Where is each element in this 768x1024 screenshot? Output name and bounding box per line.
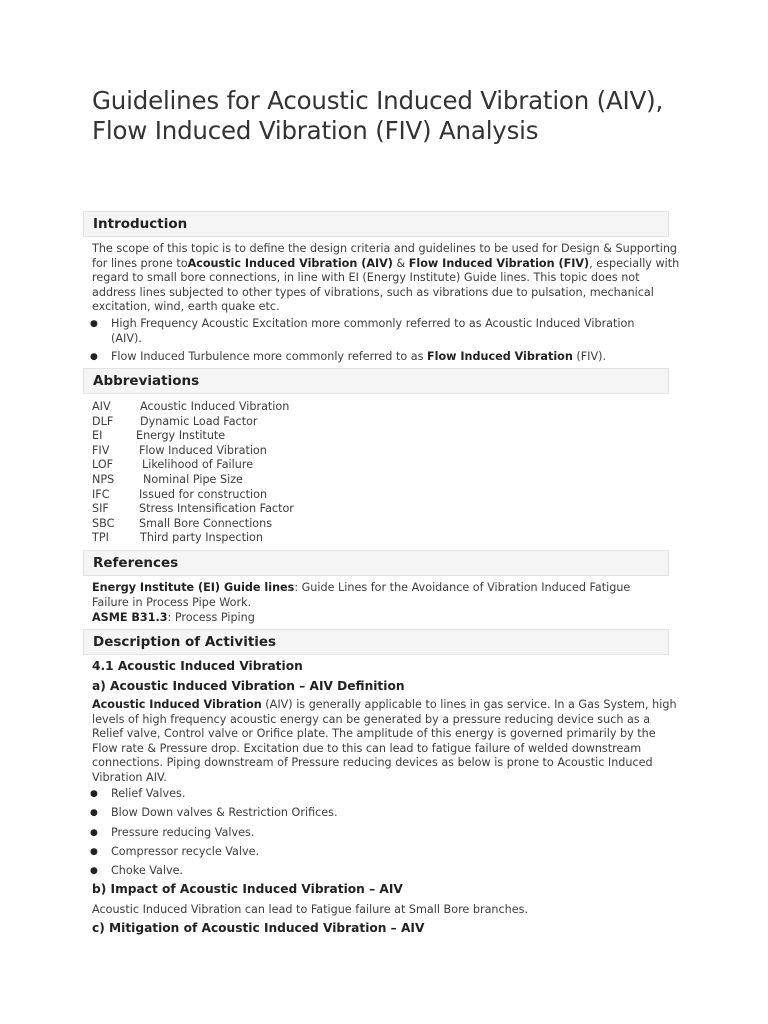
list-item: ● Compressor recycle Valve. xyxy=(90,845,260,858)
title-line-2: Flow Induced Vibration (FIV) Analysis xyxy=(92,116,539,145)
aiv-definition-paragraph: Acoustic Induced Vibration (AIV) is generally applicable to lines in gas service. In a Gas System, high levels of high frequency acoustic energy can be generated by a pressure reducing device such as a Relief valve, Control valve or Orifice plate. The amplitude of this energy is governed primarily by the Flow rate & Pressure drop. Excitation due to this can lead to fatigue failure of welded downstream connections. Piping downstream of Pressure reducing devices as below is prone to Acoustic Induced Vibration AIV. xyxy=(92,698,677,784)
reference-asme: ASME B31.3: Process Piping xyxy=(92,611,255,624)
subsection-b-heading: b) Impact of Acoustic Induced Vibration – AIV xyxy=(92,882,403,896)
subsection-a-heading: a) Acoustic Induced Vibration – AIV Definition xyxy=(92,679,405,693)
bullet-icon: ● xyxy=(90,828,98,838)
subsection-c-heading: c) Mitigation of Acoustic Induced Vibration – AIV xyxy=(92,921,425,935)
list-item: ● High Frequency Acoustic Excitation more commonly referred to as Acoustic Induced Vibration (AIV). xyxy=(90,317,635,345)
list-item: ● Relief Valves. xyxy=(90,787,186,800)
introduction-paragraph: The scope of this topic is to define the design criteria and guidelines to be used for Design & Supporting for lines prone toAcoustic Induced Vibration (AIV) & Flow Induced Vibration (FIV), especially with regard to small bore connections, in line with EI (Energy Institute) Guide lines. This topic does not address lines subjected to other types of vibrations, such as vibrations due to pulsation, mechanical excitation, wind, earth quake etc. xyxy=(92,242,680,314)
subsection-4-1-heading: 4.1 Acoustic Induced Vibration xyxy=(92,659,303,673)
list-item: ● Flow Induced Turbulence more commonly referred to as Flow Induced Vibration (FIV). xyxy=(90,350,607,363)
document-page: Guidelines for Acoustic Induced Vibration (AIV), Flow Induced Vibration (FIV) Analysis Introduction The scope of this topic is to define the design criteria and guidelines to be used for Design & Supporting for lines prone toAcoustic Induced Vibration (AIV) & Flow Induced Vibration (FIV), especially with regard to small bore connections, in line with EI (Energy Institute) Guide lines. This topic does not address lines subjected to other types of vibrations, such as vibrations due to pulsation, mechanical excitation, wind, earth quake etc. ● High Frequency Acoustic Excitation more commonly referred to as Acoustic Induced Vibration (AIV). ● Flow Induced Turbulence more commonly referred to as Flow Induced Vibration (FIV). Abbreviations AIV Acoustic Induced Vibration DLF Dynamic Load Factor EI Energy Institute FIV Flow Induced Vibration LOF Likelihood of Failure NPS Nominal Pipe Size IFC Issued for construction SIF Stress Intensification Factor SBC Small Bore Connections TPI Third party Inspection References Energy Institute (EI) Guide lines: Guide Lines for the Avoidance of Vibration Induced Fatigue Failure in Process Pipe Work. ASME B31.3: Process Piping Description of Activities 4.1 Acoustic Induced Vibration a) Acoustic Induced Vibration – AIV Definition Acoustic Induced Vibration (AIV) is generally applicable to lines in gas service. In a Gas System, high levels of high frequency acoustic energy can be generated by a pressure reducing device such as a Relief valve, Control valve or Orifice plate. The amplitude of this energy is governed primarily by the Flow rate & Pressure drop. Excitation due to this can lead to fatigue failure of welded downstream connections. Piping downstream of Pressure reducing devices as below is prone to Acoustic Induced Vibration AIV. ● Relief Valves. ● Blow Down valves & Restriction Orifices. ● Pressure reducing Valves. ● Compressor recycle Valve. ● Choke Valve. b) Impact of Acoustic Induced Vibration – AIV Acoustic Induced Vibration can lead to Fatigue failure at Small Bore branches. c) Mitigation of Acoustic Induced Vibration – AIV xyxy=(0,0,768,1024)
bullet-icon: ● xyxy=(90,866,98,876)
section-heading-introduction: Introduction xyxy=(83,211,669,237)
bullet-icon: ● xyxy=(90,808,98,818)
section-heading-abbreviations: Abbreviations xyxy=(83,368,669,394)
list-item: ● Choke Valve. xyxy=(90,864,184,877)
bullet-icon: ● xyxy=(90,352,98,362)
list-item: ● Blow Down valves & Restriction Orifices. xyxy=(90,806,338,819)
bullet-icon: ● xyxy=(90,789,98,799)
page-title xyxy=(92,86,712,146)
section-heading-references: References xyxy=(83,550,669,576)
reference-ei: Energy Institute (EI) Guide lines: Guide Lines for the Avoidance of Vibration Induced Fatigue Failure in Process Pipe Work. xyxy=(92,581,631,609)
bullet-icon: ● xyxy=(90,319,98,329)
aiv-impact-paragraph: Acoustic Induced Vibration can lead to Fatigue failure at Small Bore branches. xyxy=(92,903,529,916)
bullet-icon: ● xyxy=(90,847,98,857)
list-item: ● Pressure reducing Valves. xyxy=(90,826,255,839)
section-heading-activities: Description of Activities xyxy=(83,629,669,655)
title-line-1: Guidelines for Acoustic Induced Vibration (AIV), xyxy=(92,86,664,115)
